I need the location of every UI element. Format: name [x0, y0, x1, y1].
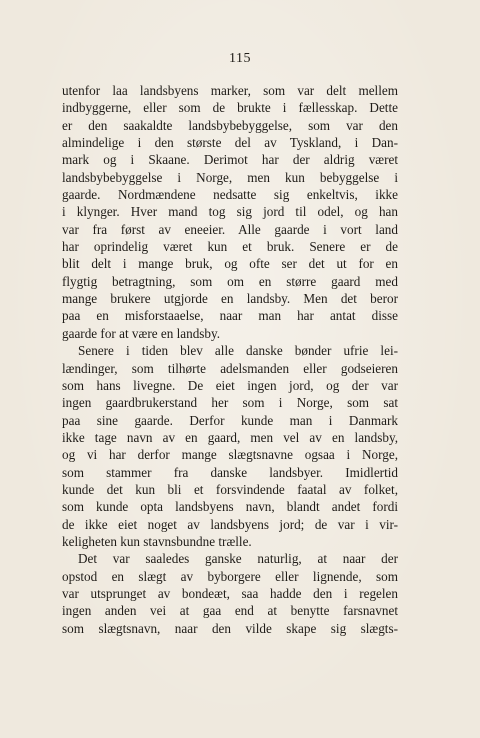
text-line: som stammer fra danske landsbyer. Imidlertid — [62, 464, 398, 480]
page-number: 115 — [229, 51, 251, 66]
text-line: paa en misforstaaelse, naar man har antat disse — [62, 308, 398, 324]
text-line: som kunde opta landsbyens navn, blandt andet fordi — [62, 499, 398, 515]
text-line: flygtig betragtning, som om en større gaard med — [62, 273, 398, 289]
text-line: kunde det kun bli et forsvindende faatal av folket, — [62, 481, 398, 497]
text-line: Senere i tiden blev alle danske bønder ufrie lei- — [78, 343, 398, 359]
text-line: de ikke eiet noget av landsbyens jord; de var i vir- — [62, 516, 398, 532]
text-line: ingen gaardbrukerstand her som i Norge, som sat — [62, 395, 398, 411]
text-line: var utsprunget av bondeæt, saa hadde den i regelen — [62, 585, 398, 601]
text-line: Det var saaledes ganske naturlig, at naar der — [78, 551, 398, 567]
text-line: mange brukere utgjorde en landsby. Men det beror — [62, 291, 398, 307]
text-line: som hans livegne. De eiet ingen jord, og der var — [62, 377, 398, 393]
text-line: har oprindelig været kun et bruk. Senere er de — [62, 239, 398, 255]
text-line: keligheten kun stavnsbundne trælle. — [62, 533, 252, 549]
text-line: som slægtsnavn, naar den vilde skape sig slægts- — [62, 620, 398, 636]
text-line: opstod en slægt av byborgere eller lignende, som — [62, 568, 398, 584]
text-line: er den saakaldte landsbybebyggelse, som var den — [62, 117, 398, 133]
text-line: var fra først av eneeier. Alle gaarde i vort land — [62, 221, 398, 237]
text-line: utenfor laa landsbyens marker, som var delt mellem — [62, 83, 398, 98]
text-line: gaarde for at være en landsby. — [62, 325, 221, 341]
text-line: blit delt i mange bruk, og ofte ser det ut for en — [62, 256, 398, 272]
text-line: ingen anden vei at gaa end at benytte farsnavnet — [62, 603, 398, 619]
text-line: indbyggerne, eller som de brukte i fællesskap. Dette — [62, 100, 398, 116]
text-line: mark og i Skaane. Derimot har der aldrig været — [62, 152, 398, 168]
text-line: lændinger, som tilhørte adelsmanden eller godseieren — [62, 360, 398, 376]
text-line: i klynger. Hver mand tog sig jord til odel, og han — [62, 204, 398, 220]
body-text — [62, 82, 398, 637]
text-line: almindelige i den største del av Tyskland, i Dan- — [62, 135, 398, 151]
text-line: og vi har derfor mange slægtsnavne ogsaa i Norge, — [62, 447, 398, 463]
text-line: landsbybebyggelse i Norge, men kun bebyggelse i — [62, 169, 398, 185]
text-line: ikke tage navn av en gaard, men vel av en landsby, — [62, 429, 398, 445]
text-line: paa sine gaarde. Derfor kunde man i Danmark — [62, 412, 398, 428]
text-line: gaarde. Nordmændene nedsatte sig enkeltvis, ikke — [62, 187, 398, 203]
